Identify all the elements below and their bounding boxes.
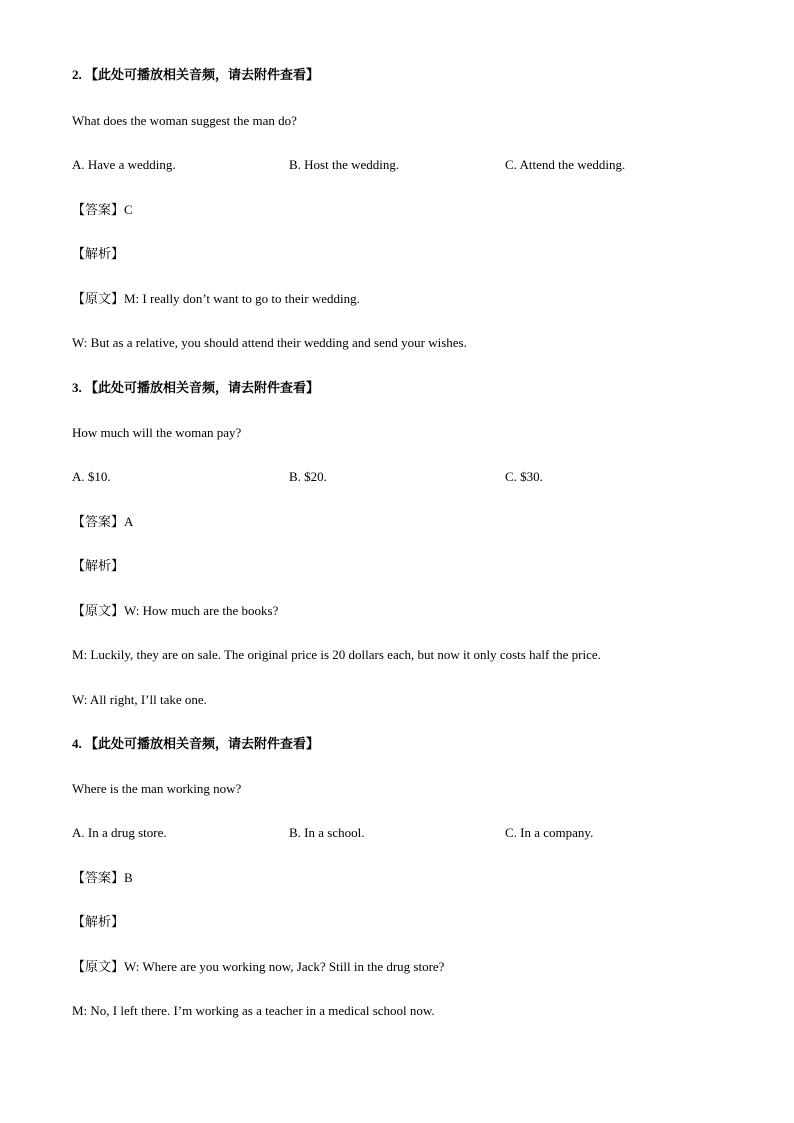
- transcript-line: 【原文】M: I really don’t want to go to their wedding.: [72, 291, 360, 306]
- option-c: C. Attend the wedding.: [505, 157, 626, 172]
- transcript-line: W: But as a relative, you should attend their wedding and send your wishes.: [72, 335, 467, 350]
- question-prompt: Where is the man working now?: [72, 781, 242, 796]
- option-b: B. Host the wedding.: [289, 157, 400, 172]
- analysis-label: 【解析】: [72, 558, 125, 573]
- question-header: 4. 【此处可播放相关音频，请去附件查看】: [72, 736, 320, 751]
- option-b: B. $20.: [289, 469, 327, 484]
- option-a: A. Have a wedding.: [72, 157, 176, 172]
- answer-label: 【答案】B: [72, 870, 133, 885]
- transcript-line: 【原文】W: How much are the books?: [72, 603, 279, 618]
- option-c: C. $30.: [505, 469, 543, 484]
- transcript-line: W: All right, I’ll take one.: [72, 692, 207, 707]
- question-prompt: How much will the woman pay?: [72, 425, 242, 440]
- option-a: A. $10.: [72, 469, 111, 484]
- option-b: B. In a school.: [289, 825, 365, 840]
- transcript-line: 【原文】W: Where are you working now, Jack? Still in the drug store?: [72, 959, 445, 974]
- option-c: C. In a company.: [505, 825, 594, 840]
- question-header: 2. 【此处可播放相关音频，请去附件查看】: [72, 67, 320, 82]
- analysis-label: 【解析】: [72, 246, 125, 261]
- transcript-line: M: Luckily, they are on sale. The original price is 20 dollars each, but now it only costs half the price.: [72, 647, 601, 662]
- question-prompt: What does the woman suggest the man do?: [72, 113, 297, 128]
- answer-label: 【答案】C: [72, 202, 133, 217]
- answer-label: 【答案】A: [72, 514, 134, 529]
- transcript-line: M: No, I left there. I’m working as a teacher in a medical school now.: [72, 1003, 435, 1018]
- option-a: A. In a drug store.: [72, 825, 167, 840]
- analysis-label: 【解析】: [72, 914, 125, 929]
- question-header: 3. 【此处可播放相关音频，请去附件查看】: [72, 380, 320, 395]
